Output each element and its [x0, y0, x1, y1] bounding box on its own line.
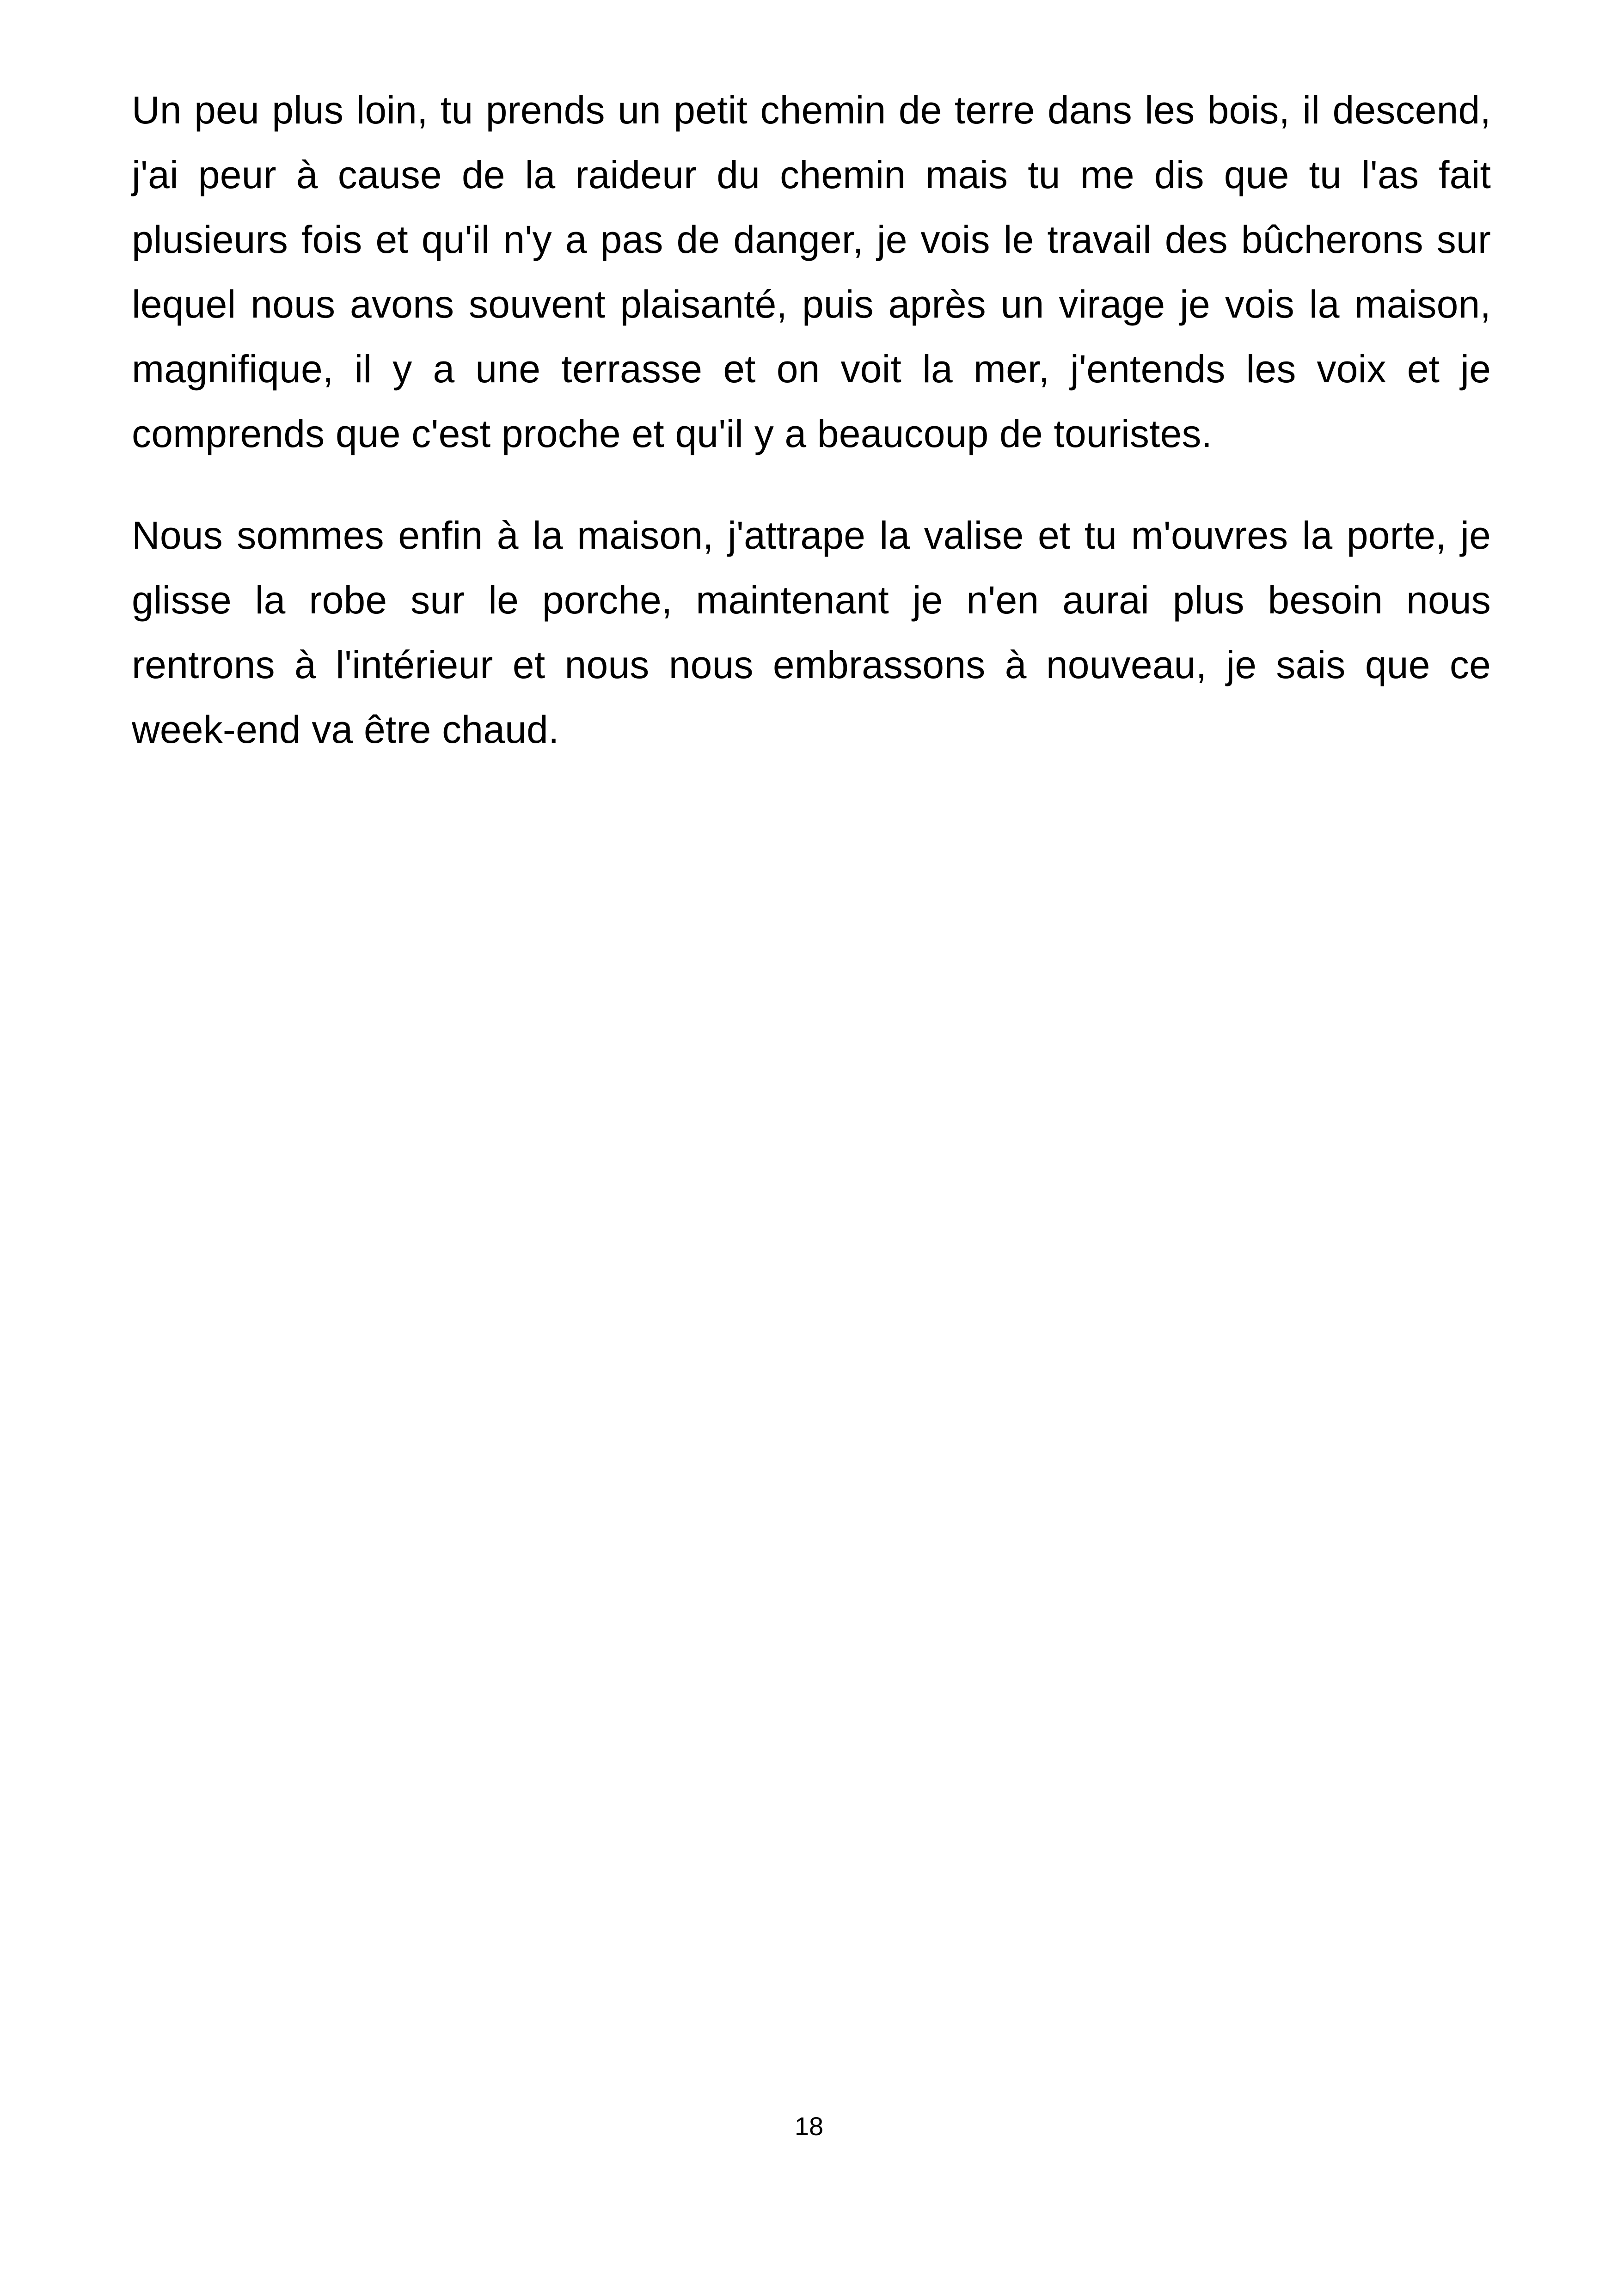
paragraph: Nous sommes enfin à la maison, j'attrape la valise et tu m'ouvres la porte, je glisse la robe sur le porche, maintenant je n'en aurai plus besoin nous rentrons à l'intérieur et nous nous embrassons à nouveau, je sais que ce week-end va être chaud.	[132, 514, 1491, 751]
paragraph: Un peu plus loin, tu prends un petit chemin de terre dans les bois, il descend, j'ai peur à cause de la raideur du chemin mais tu me dis que tu l'as fait plusieurs fois et qu'il n'y a pas de danger, je vois le travail des bûcherons sur lequel nous avons souvent plaisanté, puis après un virage je vois la maison, magnifique, il y a une terrasse et on voit la mer, j'entends les voix et je comprends que c'est proche et qu'il y a beaucoup de touristes.	[132, 88, 1491, 455]
body-text	[132, 78, 1491, 762]
page-number: 18	[794, 2112, 824, 2141]
